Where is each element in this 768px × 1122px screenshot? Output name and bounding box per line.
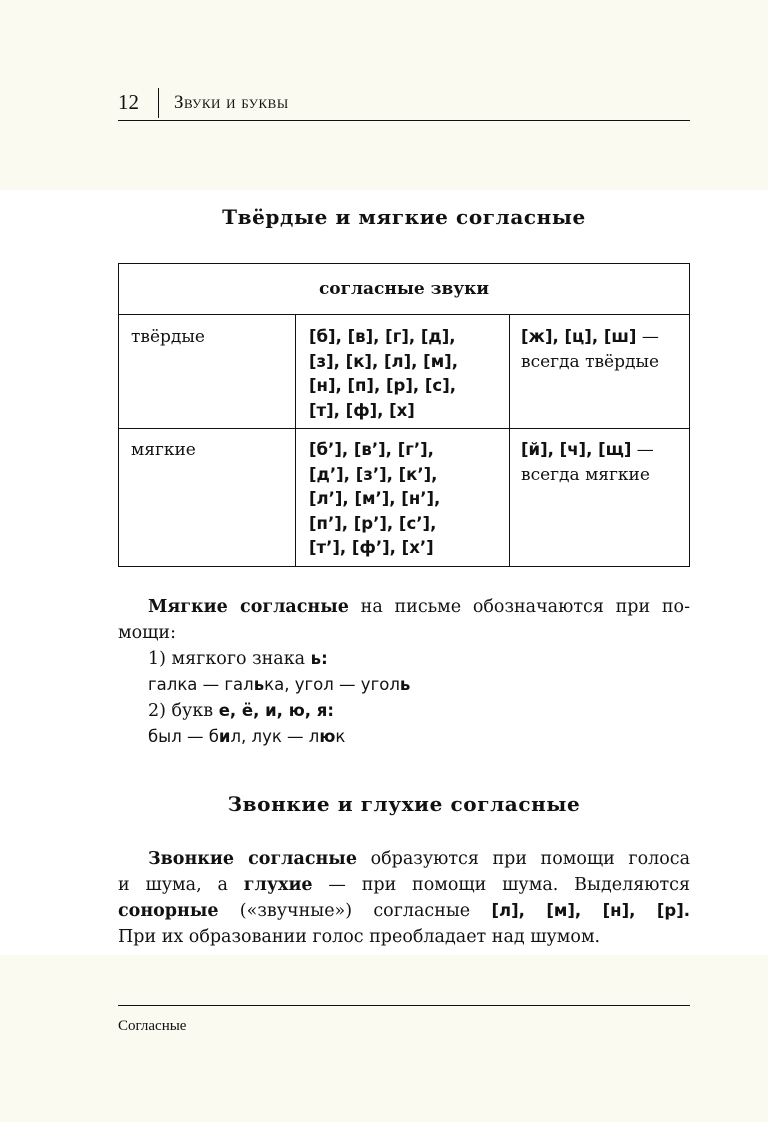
- table-column-divider: [295, 315, 296, 566]
- example-vowels: [148, 724, 345, 750]
- paragraph-line: [118, 872, 690, 898]
- section-title-hard-soft: Твёрдые и мягкие согласные: [222, 205, 586, 229]
- colon: :: [327, 701, 334, 720]
- example-text: ка, угол — угол: [264, 675, 400, 694]
- row-label-hard: твёрдые: [131, 327, 205, 347]
- footer-rule: [118, 1005, 690, 1006]
- sound-line: [б’], [в’], [г’],: [309, 440, 434, 459]
- highlighted-letter: и: [218, 727, 231, 746]
- running-footer: Согласные: [118, 1018, 187, 1034]
- soft-sign: ь:: [310, 649, 328, 668]
- soft-note: [521, 438, 654, 487]
- note-text: всегда твёрдые: [521, 351, 660, 372]
- paragraph-line: мощи:: [118, 623, 176, 643]
- highlighted-letter: ю: [319, 727, 336, 746]
- list-item-soft-sign: [148, 646, 328, 672]
- vowel-letters: е, ё, и, ю, я: [218, 701, 328, 720]
- example-text: галка — гал: [148, 675, 254, 694]
- consonants-table: [118, 263, 690, 567]
- sound-line: [т’], [ф’], [х’]: [309, 538, 434, 557]
- term-voiced-consonants: Звонкие согласные: [148, 849, 357, 869]
- hard-sounds-list: [309, 325, 458, 423]
- page-number: 12: [118, 90, 139, 114]
- list-item-label: 1) мягкого знака: [148, 649, 311, 669]
- paragraph-text: образуются при помощи голоса: [357, 849, 690, 869]
- table-column-divider: [509, 315, 510, 566]
- header-separator: [158, 88, 159, 118]
- example-soft-sign: [148, 672, 410, 698]
- example-text: к: [335, 727, 346, 746]
- header-rule: [118, 120, 690, 121]
- note-text: всегда мягкие: [521, 464, 650, 485]
- term-sonorant: сонорные: [118, 901, 219, 921]
- soft-sounds-list: [309, 438, 440, 561]
- paragraph-text: («звучные») согласные: [218, 901, 492, 921]
- dash: —: [631, 440, 654, 460]
- list-item-vowels: [148, 698, 334, 724]
- running-header: [118, 86, 690, 122]
- table-row-divider: [119, 428, 689, 429]
- sound-line: [б], [в], [г], [д],: [309, 327, 456, 346]
- term-soft-consonants: Мягкие согласные: [148, 597, 349, 617]
- example-text: был — б: [148, 727, 219, 746]
- paragraph-line: [148, 846, 690, 872]
- paragraph-line: [118, 898, 690, 924]
- example-text: л, лук — л: [230, 727, 320, 746]
- paragraph-line: При их образовании голос преобладает над шумом.: [118, 927, 601, 947]
- paragraph-text: на письме обозначаются при по-: [348, 597, 690, 617]
- dash: —: [636, 327, 659, 347]
- highlighted-letter: ь: [399, 675, 411, 694]
- header-section-title: Звуки и буквы: [174, 92, 289, 113]
- row-label-soft: мягкие: [131, 440, 196, 460]
- sound-line: [т], [ф], [х]: [309, 400, 415, 420]
- paragraph-text: и шума, а: [118, 875, 244, 895]
- paragraph-text: — при помощи шума. Выделяются: [312, 875, 690, 895]
- highlighted-letter: ь: [253, 675, 265, 694]
- section-title-voiced-voiceless: Звонкие и глухие согласные: [227, 792, 581, 816]
- sound-line: [з], [к], [л], [м],: [309, 351, 458, 371]
- list-item-label: 2) букв: [148, 701, 219, 721]
- sound-line: [л’], [м’], [н’],: [309, 489, 441, 508]
- sound-line: [п’], [р’], [с’],: [309, 513, 437, 533]
- term-voiceless: глухие: [243, 875, 313, 895]
- hard-note: [521, 325, 659, 374]
- sound-line: [д’], [з’], [к’],: [309, 464, 438, 484]
- paragraph-line: [148, 594, 690, 620]
- always-hard-sounds: [ж], [ц], [ш]: [521, 327, 637, 346]
- page-background-bottom: [0, 955, 768, 1122]
- table-header: согласные звуки: [119, 264, 689, 315]
- sound-line: [н], [п], [р], [с],: [309, 376, 457, 395]
- sonorant-sounds: [л], [м], [н], [р].: [491, 901, 691, 920]
- always-soft-sounds: [й], [ч], [щ]: [521, 440, 632, 459]
